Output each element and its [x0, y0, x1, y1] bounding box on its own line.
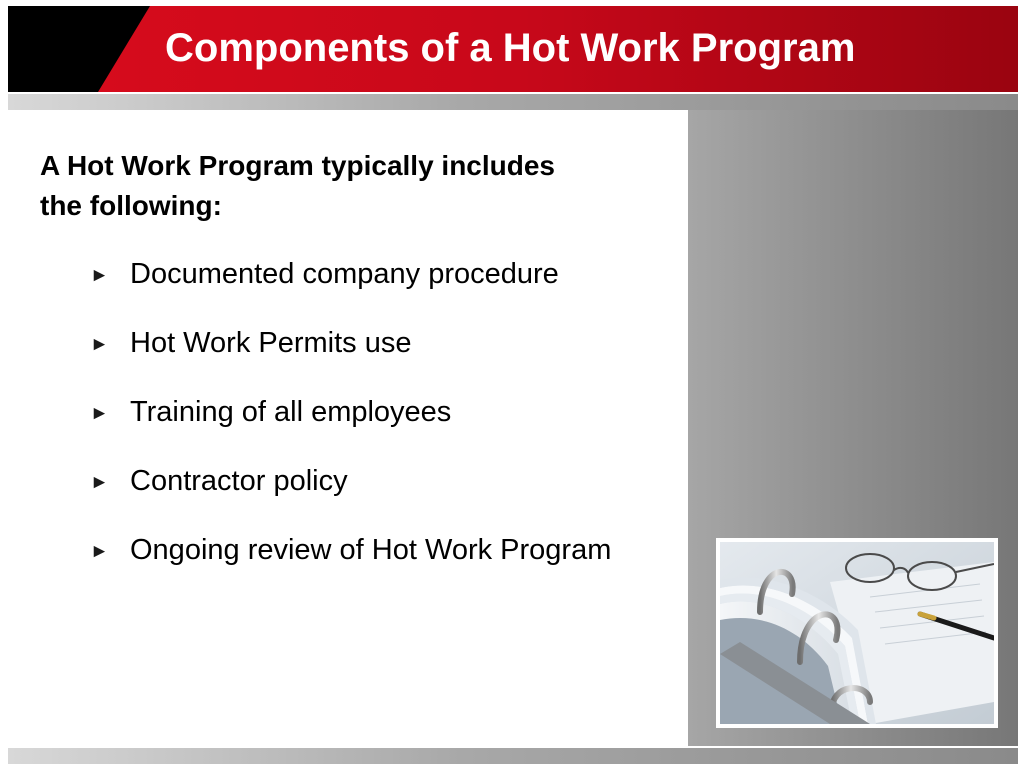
bullet-item — [90, 323, 670, 364]
intro-text: A Hot Work Program typically includes the following: — [40, 150, 556, 221]
triangle-bullet-icon: ► — [90, 265, 109, 286]
bullet-text: Contractor policy — [130, 465, 348, 497]
bullet-text: Ongoing review of Hot Work Program — [130, 534, 612, 566]
bullet-item — [90, 254, 670, 295]
header-gray-stripe — [8, 94, 1018, 110]
triangle-bullet-icon: ► — [90, 472, 109, 493]
slide-title: Components of a Hot Work Program — [165, 26, 856, 70]
photo-frame — [716, 538, 998, 728]
bullet-list — [90, 254, 670, 599]
binder-photo — [720, 542, 994, 724]
slide-header — [0, 0, 1024, 110]
bullet-text: Documented company procedure — [130, 258, 559, 290]
triangle-bullet-icon: ► — [90, 541, 109, 562]
triangle-bullet-icon: ► — [90, 334, 109, 355]
bullet-item — [90, 530, 670, 571]
footer-gray-stripe — [8, 748, 1018, 764]
bullet-text: Hot Work Permits use — [130, 327, 412, 359]
bullet-item — [90, 392, 670, 433]
bullet-text: Training of all employees — [130, 396, 452, 428]
bullet-item — [90, 461, 670, 502]
triangle-bullet-icon: ► — [90, 403, 109, 424]
